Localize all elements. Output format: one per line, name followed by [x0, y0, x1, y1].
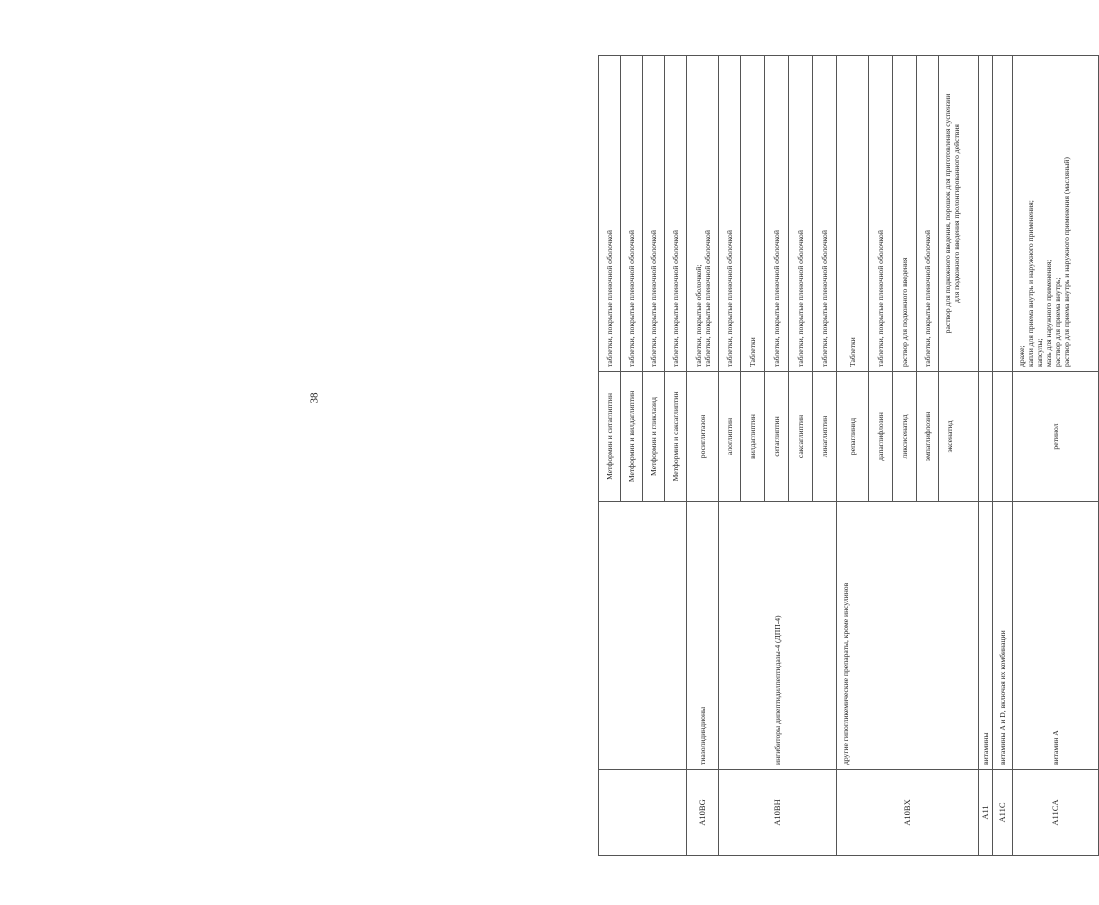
group-cell: тиазолидиндионы [687, 502, 719, 770]
drug-cell: саксаглиптин [789, 372, 813, 502]
drug-cell: Метформин и саксаглиптин [665, 372, 687, 502]
table-row [687, 56, 719, 856]
atc-code-cell: A11C [993, 770, 1013, 856]
form-cell: таблетки, покрытые пленочной оболочкой [621, 56, 643, 372]
form-cell: таблетки, покрытые пленочной оболочкой [765, 56, 789, 372]
form-cell: раствор для подкожного введения [893, 56, 917, 372]
form-cell: таблетки, покрытые пленочной оболочкой [917, 56, 939, 372]
form-cell: таблетки, покрытые пленочной оболочкой [719, 56, 741, 372]
form-cell: Таблетки [741, 56, 765, 372]
atc-code-cell: A10BX [837, 770, 979, 856]
drug-cell: ретинол [1013, 372, 1099, 502]
form-cell: таблетки, покрытые пленочной оболочкой [665, 56, 687, 372]
atc-code-cell [599, 770, 687, 856]
drug-cell: Метформин и гликлазид [643, 372, 665, 502]
table-row [837, 56, 869, 856]
table-row [719, 56, 741, 856]
atc-code-cell: A11 [979, 770, 993, 856]
form-cell [979, 56, 993, 372]
form-cell: таблетки, покрытые пленочной оболочкой [599, 56, 621, 372]
table-row [1013, 56, 1099, 856]
form-cell: Таблетки [837, 56, 869, 372]
atc-code-cell: A11CA [1013, 770, 1099, 856]
form-cell: таблетки, покрытые пленочной оболочкой [643, 56, 665, 372]
drug-cell: ликсисенатид [893, 372, 917, 502]
drug-cell: эмпаглифлозин [917, 372, 939, 502]
form-cell: таблетки, покрытые пленочной оболочкой [789, 56, 813, 372]
atc-code-cell: A10BG [687, 770, 719, 856]
drug-cell [979, 372, 993, 502]
drug-cell: репаглинид [837, 372, 869, 502]
table-row [993, 56, 1013, 856]
rotated-page [598, 56, 1071, 856]
drug-cell: эксенатид [939, 372, 979, 502]
drug-cell [993, 372, 1013, 502]
form-cell: драже; капли для приема внутрь и наружного применения; капсулы; мазь для наружного применения; раствор для приема внутрь; раствор для приема внутрь и наружного применения (масляный) [1013, 56, 1099, 372]
group-cell: ингибиторы дипептидилпептидазы-4 (ДПП-4) [719, 502, 837, 770]
drug-table [598, 55, 1099, 856]
group-cell: другие гипогликемические препараты, кроме инсулинов [837, 502, 979, 770]
drug-cell: ситаглиптин [765, 372, 789, 502]
drug-cell: дапаглифлозин [869, 372, 893, 502]
drug-cell: Метформин и вилдаглиптин [621, 372, 643, 502]
table-row [599, 56, 621, 856]
drug-cell: вилдаглиптин [741, 372, 765, 502]
group-cell: витамины A и D, включая их комбинации [993, 502, 1013, 770]
form-cell [993, 56, 1013, 372]
group-cell: витамин А [1013, 502, 1099, 770]
atc-code-cell: A10BH [719, 770, 837, 856]
table-row [979, 56, 993, 856]
drug-cell: линаглиптин [813, 372, 837, 502]
form-cell: таблетки, покрытые пленочной оболочкой [869, 56, 893, 372]
group-cell [599, 502, 687, 770]
drug-cell: алоглиптин [719, 372, 741, 502]
group-cell: витамины [979, 502, 993, 770]
form-cell: раствор для подкожного введения, порошок для приготовления суспензии для подкожного введения пролонгированного действия [939, 56, 979, 372]
drug-cell: Метформин и ситаглиптин [599, 372, 621, 502]
form-cell: таблетки, покрытые пленочной оболочкой [813, 56, 837, 372]
page-number: 38 [308, 392, 321, 404]
form-cell: таблетки, покрытые оболочкой; таблетки, покрытые пленочной оболочкой [687, 56, 719, 372]
drug-cell: росиглитазон [687, 372, 719, 502]
